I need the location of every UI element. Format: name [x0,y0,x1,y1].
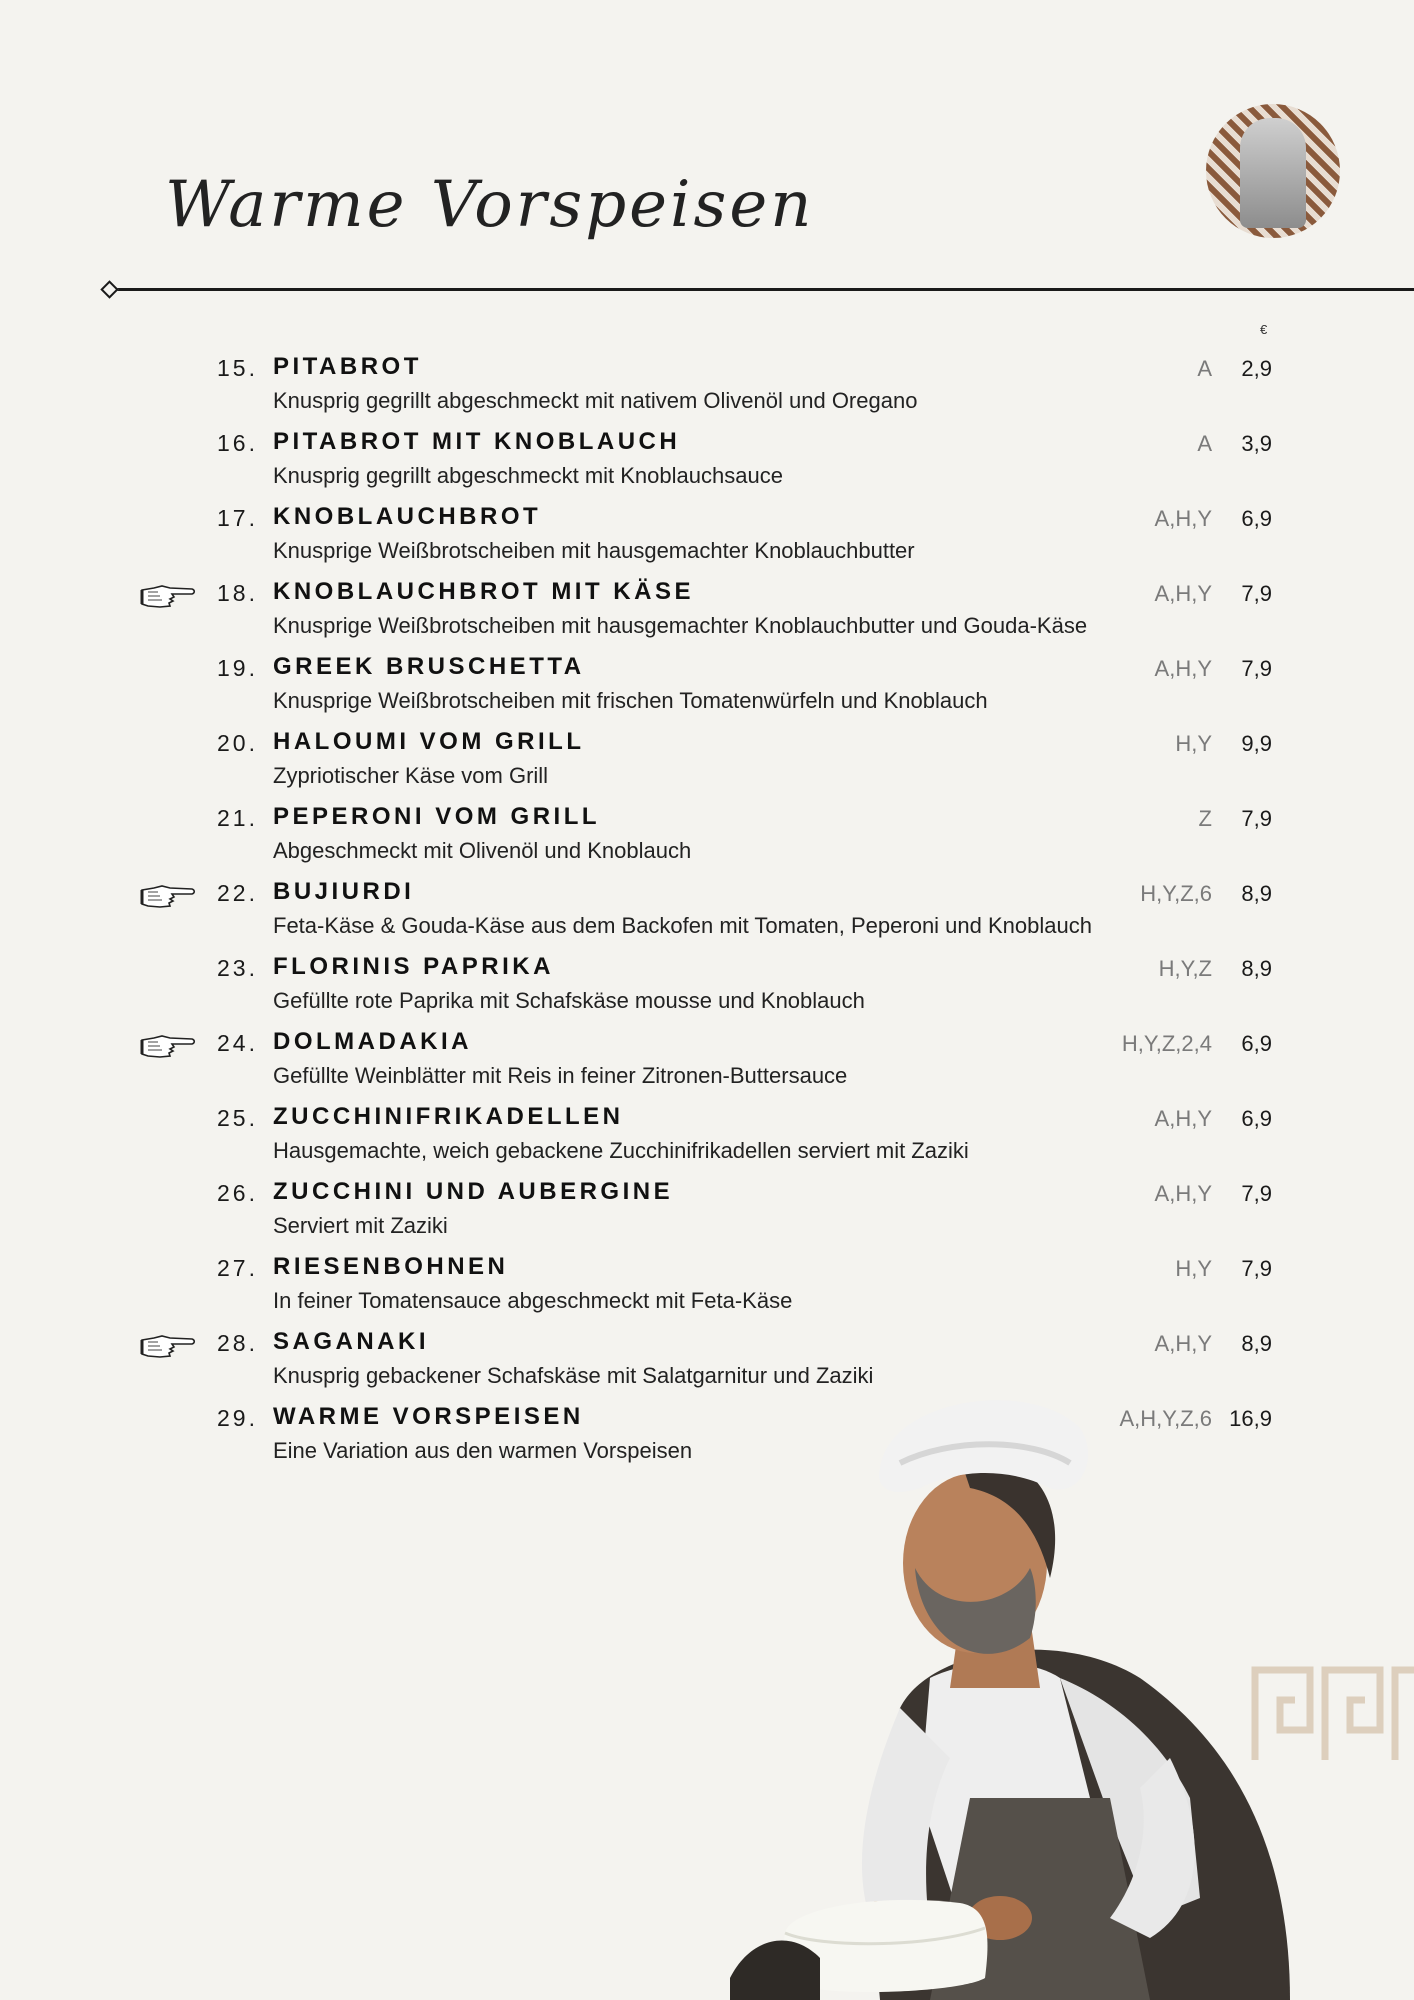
item-name: GREEK BRUSCHETTA [273,653,585,680]
item-number: 18. [217,580,258,606]
item-number: 22. [217,880,258,906]
item-number: 21. [217,805,258,831]
item-number: 25. [217,1105,258,1131]
item-price: 6,9 [1241,1031,1272,1056]
item-name: KNOBLAUCHBROT MIT KÄSE [273,578,694,605]
item-price: 7,9 [1241,656,1272,681]
pointing-hand-icon [140,882,196,910]
item-price: 7,9 [1241,1256,1272,1281]
menu-item [0,653,1414,728]
item-name: KNOBLAUCHBROT [273,503,542,530]
item-price: 8,9 [1241,1331,1272,1356]
item-allergens: H,Y [1175,1256,1212,1281]
item-allergens: A,H,Y [1154,1106,1212,1131]
item-description: Knusprige Weißbrotscheiben mit frischen Tomatenwürfeln und Knoblauch [273,688,988,713]
item-allergens: H,Y,Z,2,4 [1121,1031,1212,1056]
menu-item [0,803,1414,878]
greek-statue-medallion-icon [1206,104,1340,238]
item-name: FLORINIS PAPRIKA [273,953,554,980]
item-name: ZUCCHINIFRIKADELLEN [273,1103,624,1130]
item-description: Abgeschmeckt mit Olivenöl und Knoblauch [273,838,692,863]
menu-item [0,728,1414,803]
header-divider [108,288,1414,291]
menu-item [0,1103,1414,1178]
item-allergens: A [1197,431,1212,456]
item-allergens: H,Y [1175,731,1212,756]
menu-item [0,428,1414,503]
item-number: 26. [217,1180,258,1206]
item-description: Feta-Käse & Gouda-Käse aus dem Backofen mit Tomaten, Peperoni und Knoblauch [273,913,1092,938]
item-name: BUJIURDI [273,878,415,905]
item-price: 7,9 [1241,1181,1272,1206]
menu-item [0,353,1414,428]
item-allergens: H,Y,Z,6 [1140,881,1212,906]
item-allergens: A,H,Y [1154,656,1212,681]
item-price: 6,9 [1241,506,1272,531]
item-price: 7,9 [1241,806,1272,831]
item-number: 23. [217,955,258,981]
item-number: 24. [217,1030,258,1056]
item-price: 6,9 [1241,1106,1272,1131]
item-description: Serviert mit Zaziki [273,1213,448,1238]
pointing-hand-icon [140,1332,196,1360]
pointing-hand-icon [140,582,196,610]
item-name: PITABROT [273,353,422,380]
item-number: 17. [217,505,258,531]
item-name: PEPERONI VOM GRILL [273,803,601,830]
item-description: Gefüllte rote Paprika mit Schafskäse mousse und Knoblauch [273,988,865,1013]
item-description: Gefüllte Weinblätter mit Reis in feiner Zitronen-Buttersauce [273,1063,848,1088]
item-allergens: A,H,Y [1154,581,1212,606]
item-allergens: A [1197,356,1212,381]
item-allergens: A,H,Y [1154,506,1212,531]
menu-item [0,1028,1414,1103]
item-allergens: A,H,Y [1154,1331,1212,1356]
item-description: Eine Variation aus den warmen Vorspeisen [273,1438,693,1463]
pointing-hand-icon [140,1032,196,1060]
item-number: 20. [217,730,258,756]
item-number: 27. [217,1255,258,1281]
menu-item [0,878,1414,953]
item-price: 8,9 [1241,881,1272,906]
menu-item [0,503,1414,578]
menu-list [0,353,1414,1478]
item-name: HALOUMI VOM GRILL [273,728,585,755]
item-description: Knusprig gebackener Schafskäse mit Salatgarnitur und Zaziki [273,1363,874,1388]
item-name: DOLMADAKIA [273,1028,472,1055]
item-allergens: A,H,Y,Z,6 [1119,1406,1212,1431]
item-description: In feiner Tomatensauce abgeschmeckt mit Feta-Käse [273,1288,793,1313]
item-name: SAGANAKI [273,1328,430,1355]
item-description: Knusprige Weißbrotscheiben mit hausgemachter Knoblauchbutter [273,538,915,563]
page-title: Warme Vorspeisen [165,168,815,242]
man-holding-feta-illustration [730,1378,1330,2000]
item-price: 9,9 [1241,731,1272,756]
item-description: Knusprig gegrillt abgeschmeckt mit nativem Olivenöl und Oregano [273,388,918,413]
item-name: WARME VORSPEISEN [273,1403,584,1430]
item-description: Zypriotischer Käse vom Grill [273,763,549,788]
menu-item [0,578,1414,653]
divider-diamond-icon [100,280,118,298]
item-allergens: H,Y,Z [1158,956,1212,981]
item-number: 29. [217,1405,258,1431]
item-number: 15. [217,355,258,381]
currency-label: € [1260,322,1268,337]
item-number: 28. [217,1330,258,1356]
menu-item [0,1253,1414,1328]
item-description: Knusprig gegrillt abgeschmeckt mit Knoblauchsauce [273,463,783,488]
item-number: 16. [217,430,258,456]
item-price: 2,9 [1241,356,1272,381]
item-description: Knusprige Weißbrotscheiben mit hausgemachter Knoblauchbutter und Gouda-Käse [273,613,1088,638]
item-price: 3,9 [1241,431,1272,456]
item-name: PITABROT MIT KNOBLAUCH [273,428,681,455]
item-allergens: Z [1198,806,1212,831]
item-name: RIESENBOHNEN [273,1253,509,1280]
item-price: 7,9 [1241,581,1272,606]
menu-item [0,953,1414,1028]
statue-bust [1240,118,1306,228]
menu-item [0,1178,1414,1253]
item-price: 8,9 [1241,956,1272,981]
item-allergens: A,H,Y [1154,1181,1212,1206]
item-name: ZUCCHINI UND AUBERGINE [273,1178,674,1205]
item-price: 16,9 [1229,1406,1272,1431]
item-description: Hausgemachte, weich gebackene Zucchinifrikadellen serviert mit Zaziki [273,1138,969,1163]
item-number: 19. [217,655,258,681]
